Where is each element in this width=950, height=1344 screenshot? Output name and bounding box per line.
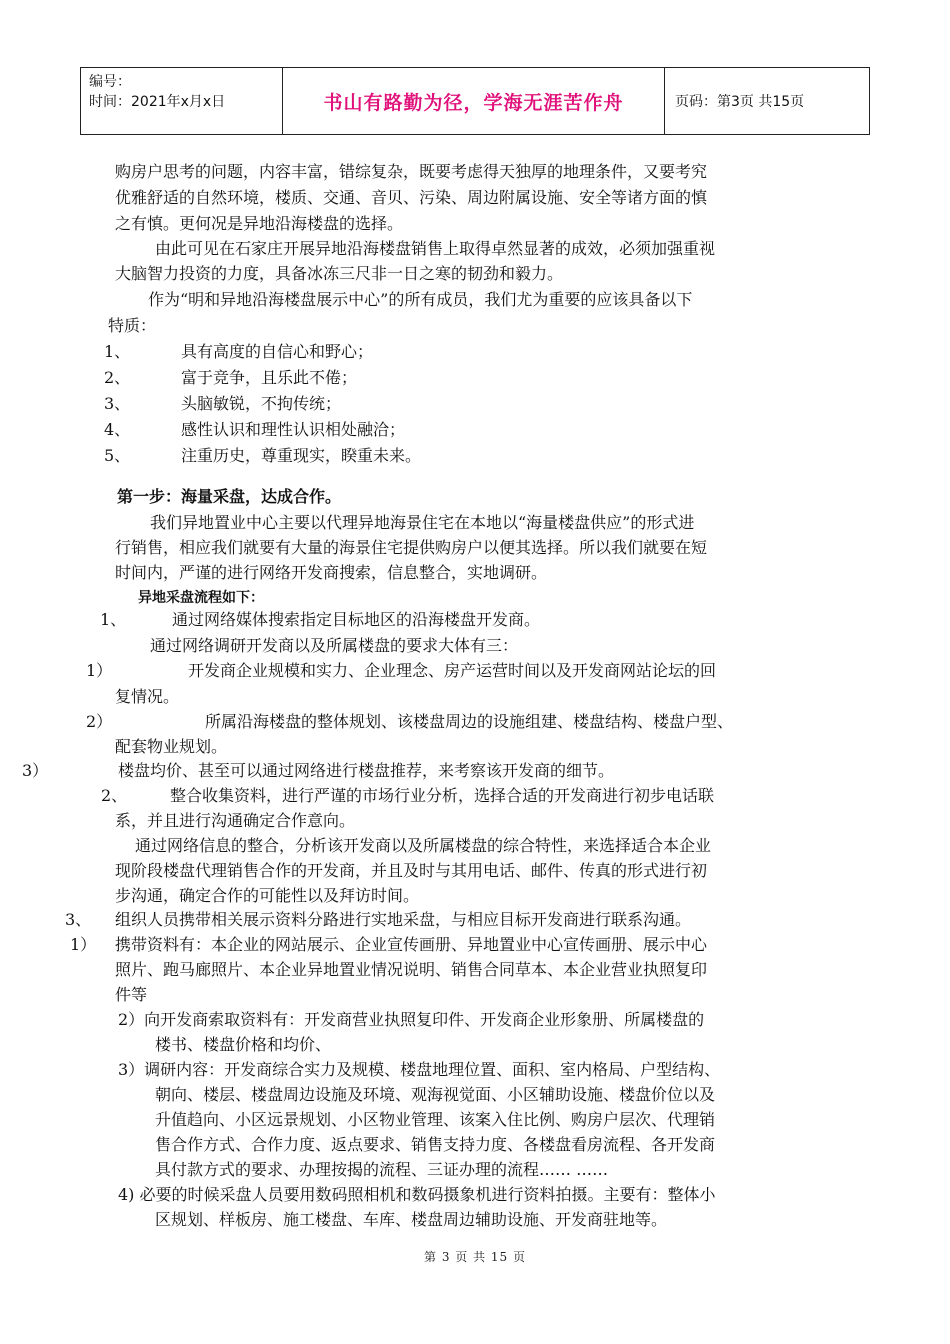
- list-number: 1）: [86, 661, 113, 680]
- text-line: 我们异地置业中心主要以代理异地海景住宅在本地以“海量楼盘供应”的形式进: [150, 513, 695, 532]
- list-number: 3、: [104, 394, 131, 413]
- text-line: 购房户思考的问题，内容丰富，错综复杂，既要考虑得天独厚的地理条件，又要考究: [115, 162, 708, 181]
- text-line: 3）调研内容：开发商综合实力及规模、楼盘地理位置、面积、室内格局、户型结构、: [118, 1060, 721, 1079]
- time-label: 时间：2021年x月x日: [89, 94, 226, 110]
- section-heading: 第一步：海量采盘，达成合作。: [117, 487, 342, 506]
- text-line: 配套物业规划。: [115, 737, 228, 756]
- list-number: 2）: [86, 712, 113, 731]
- text-line: 楼书、楼盘价格和均价、: [155, 1035, 332, 1054]
- list-item: 头脑敏锐，不拘传统；: [181, 394, 342, 413]
- list-item: 开发商企业规模和实力、企业理念、房产运营时间以及开发商网站论坛的回: [188, 661, 717, 680]
- text-line: 售合作方式、合作力度、返点要求、销售支持力度、各楼盘看房流程、各开发商: [155, 1135, 716, 1154]
- text-line: 现阶段楼盘代理销售合作的开发商，并且及时与其用电话、邮件、传真的形式进行初: [115, 861, 708, 880]
- list-number: 2、: [104, 368, 131, 387]
- list-number: 3）: [22, 761, 49, 780]
- text-line: 照片、跑马廊照片、本企业异地置业情况说明、销售合同草本、本企业营业执照复印: [115, 960, 708, 979]
- text-line: 朝向、楼层、楼盘周边设施及环境、观海视觉面、小区辅助设施、楼盘价位以及: [155, 1085, 716, 1104]
- page-header: [80, 67, 870, 135]
- list-number: 1）: [70, 935, 97, 954]
- text-line: 通过网络信息的整合，分析该开发商以及所属楼盘的综合特性，来选择适合本企业: [135, 836, 712, 855]
- text-line: 系，并且进行沟通确定合作意向。: [115, 811, 356, 830]
- text-line: 升值趋向、小区远景规划、小区物业管理、该案入住比例、购房户层次、代理销: [155, 1110, 716, 1129]
- text-line: 行销售，相应我们就要有大量的海景住宅提供购房户以便其选择。所以我们就要在短: [115, 538, 708, 557]
- list-item: 组织人员携带相关展示资料分路进行实地采盘，与相应目标开发商进行联系沟通。: [115, 910, 692, 929]
- text-line: 作为“明和异地沿海楼盘展示中心”的所有成员，我们尤为重要的应该具备以下: [148, 290, 693, 309]
- header-page-info: 页码：第3页 共15页: [675, 94, 805, 110]
- list-item: 整合收集资料，进行严谨的市场行业分析，选择合适的开发商进行初步电话联: [170, 786, 715, 805]
- text-line: 复情况。: [115, 687, 180, 706]
- text-line: 2）向开发商索取资料有：开发商营业执照复印件、开发商企业形象册、所属楼盘的: [118, 1010, 705, 1029]
- list-number: 1、: [104, 342, 131, 361]
- sub-heading: 异地采盘流程如下：: [138, 590, 264, 606]
- text-line: 4) 必要的时候采盘人员要用数码照相机和数码摄象机进行资料拍摄。主要有：整体小: [118, 1185, 716, 1204]
- list-number: 4、: [104, 420, 131, 439]
- text-line: 大脑智力投资的力度，具备冰冻三尺非一日之寒的韧劲和毅力。: [115, 264, 564, 283]
- list-item: 携带资料有：本企业的网站展示、企业宣传画册、异地置业中心宣传画册、展示中心: [115, 935, 708, 954]
- page-footer: 第 3 页 共 15 页: [424, 1250, 526, 1264]
- number-label: 编号：: [89, 74, 131, 90]
- text-line: 时间内，严谨的进行网络开发商搜索，信息整合，实地调研。: [115, 563, 548, 582]
- text-line: 由此可见在石家庄开展异地沿海楼盘销售上取得卓然显著的成效，必须加强重视: [155, 239, 716, 258]
- text-line: 区规划、样板房、施工楼盘、车库、楼盘周边辅助设施、开发商驻地等。: [155, 1210, 668, 1229]
- text-line: 之有慎。更何况是异地沿海楼盘的选择。: [115, 214, 404, 233]
- list-item: 富于竞争，且乐此不倦；: [181, 368, 358, 387]
- list-item: 所属沿海楼盘的整体规划、该楼盘周边的设施组建、楼盘结构、楼盘户型、: [205, 712, 734, 731]
- list-item: 感性认识和理性认识相处融洽；: [181, 420, 406, 439]
- text-line: 通过网络调研开发商以及所属楼盘的要求大体有三：: [150, 636, 519, 655]
- text-line: 件等: [115, 985, 148, 1004]
- text-line: 具付款方式的要求、办理按揭的流程、三证办理的流程…… ……: [155, 1160, 609, 1179]
- list-item: 注重历史，尊重现实，睽重未来。: [181, 446, 422, 465]
- list-number: 5、: [104, 446, 131, 465]
- text-line: 步沟通，确定合作的可能性以及拜访时间。: [115, 886, 420, 905]
- list-item: 具有高度的自信心和野心；: [181, 342, 374, 361]
- text-line: 特质：: [108, 316, 157, 335]
- list-item: 通过网络媒体搜索指定目标地区的沿海楼盘开发商。: [172, 610, 541, 629]
- header-meta: [81, 68, 283, 134]
- list-number: 2、: [101, 786, 128, 805]
- text-line: 优雅舒适的自然环境，楼质、交通、音贝、污染、周边附属设施、安全等诸方面的慎: [115, 188, 708, 207]
- list-number: 3、: [65, 910, 92, 929]
- list-number: 1、: [100, 610, 127, 629]
- list-item: 楼盘均价、甚至可以通过网络进行楼盘推荐，来考察该开发商的细节。: [118, 761, 615, 780]
- header-motto: 书山有路勤为径，学海无涯苦作舟: [283, 68, 665, 134]
